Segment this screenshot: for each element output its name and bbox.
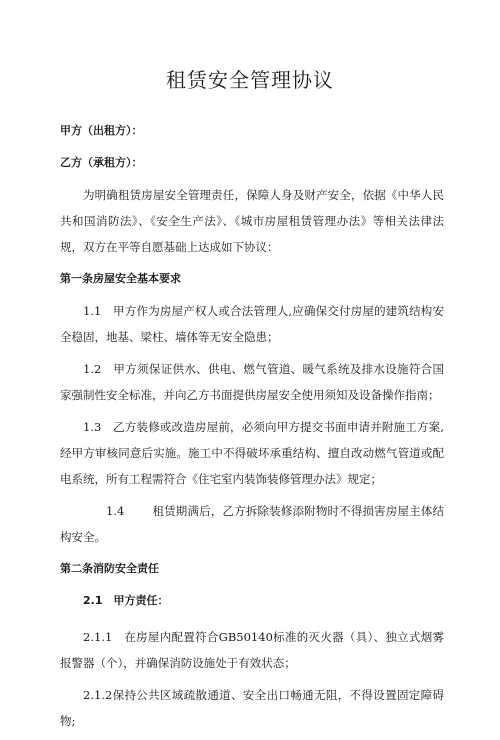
party-b-line: 乙方（承租方）： — [60, 156, 143, 169]
clause-2-1-1: 2.1.1 在房屋内配置符合GB50140标准的灭火器（具）、独立式烟雾报警器（个），并确保消防设施处于有效状态； — [60, 630, 444, 670]
article-2-heading: 第二条消防安全责任 — [60, 562, 159, 575]
intro-paragraph: 为明确租赁房屋安全管理责任，保障人身及财产安全，依据《中华人民共和国消防法》、《安全生产法》、《城市房屋租赁管理办法》等相关法律法规，双方在平等自愿基础上达成如下协议： — [60, 188, 444, 254]
clause-1-2: 1.2 甲方须保证供水、供电、燃气管道、暖气系统及排水设施符合国家强制性安全标准，并向乙方书面提供房屋安全使用须知及设备操作指南； — [60, 362, 444, 402]
section-2-1-heading: 2.1 甲方责任： — [83, 594, 169, 607]
party-a-line: 甲方（出租方）： — [60, 124, 143, 137]
clause-1-3: 1.3 乙方装修或改造房屋前，必须向甲方提交书面申请并附施工方案,经甲方审核同意后实施。施工中不得破坏承重结构、擅自改动燃气管道或配电系统，所有工程需符合《住宅室内装饰装修管理办法》规定； — [60, 420, 444, 486]
clause-1-4-number: 1.4 — [106, 504, 125, 518]
document-title: 租赁安全管理协议 — [166, 68, 334, 92]
document-body — [60, 118, 444, 740]
clause-1-4 — [60, 498, 444, 550]
article-1-heading: 第一条房屋安全基本要求 — [60, 272, 181, 285]
clause-2-1-2: 2.1.2保持公共区域疏散通道、安全出口畅通无阻，不得设置固定障碍物; — [60, 688, 444, 728]
clause-1-4-text: 租赁期满后，乙方拆除装修添附物时不得损害房屋主体结构安全。 — [60, 504, 444, 544]
clause-1-1: 1.1 甲方作为房屋产权人或合法管理人,应确保交付房屋的建筑结构安全稳固，地基、梁柱、墙体等无安全隐患； — [60, 304, 444, 344]
